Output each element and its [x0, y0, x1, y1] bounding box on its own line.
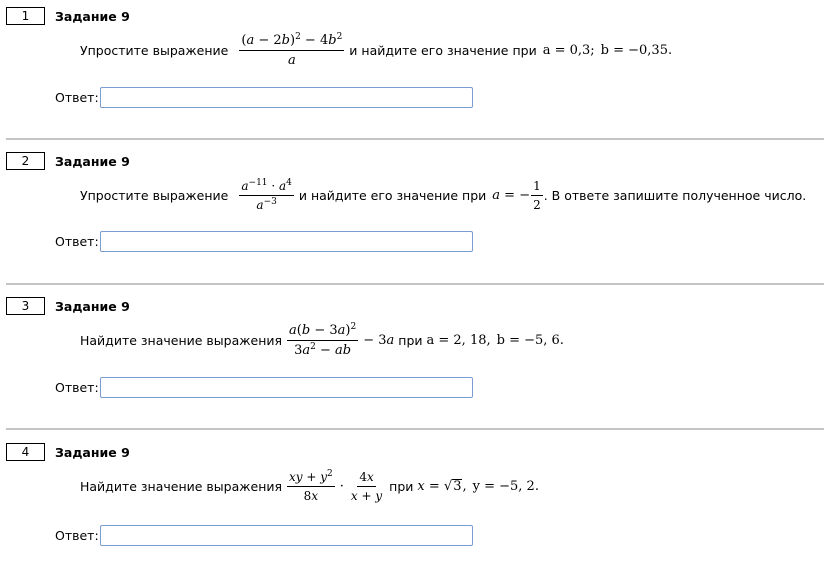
math-condition: b = −5, 6.: [496, 332, 564, 348]
task-statement: [80, 466, 539, 506]
task-title: Задание 9: [55, 154, 130, 169]
statement-text: и найдите его значение при: [349, 42, 537, 58]
math-operator: ·: [339, 478, 344, 494]
statement-text: Упростите выражение: [80, 42, 229, 58]
answer-label: Ответ:: [55, 234, 99, 249]
answer-input[interactable]: [100, 377, 473, 398]
math-fraction: $\frac{4x}{x + y}$: [350, 469, 383, 503]
math-condition: a = − $\frac{1}{2}$: [492, 178, 541, 212]
answer-input[interactable]: [100, 231, 473, 252]
answer-input[interactable]: [100, 87, 473, 108]
statement-text: при: [389, 478, 414, 494]
answer-label: Ответ:: [55, 90, 99, 105]
statement-text: и найдите его значение при: [298, 187, 487, 203]
math-condition: a = 2, 18,: [426, 332, 491, 348]
math-fraction: $\frac{a(b - 3a)^2}{3a^2 - ab}$: [289, 321, 357, 358]
math-fraction: $\frac{(a - 2b)^2 - 4b^2}{a}$: [241, 31, 343, 68]
task-title: Задание 9: [55, 9, 130, 24]
math-condition: b = −0,35.: [600, 42, 673, 58]
answer-label: Ответ:: [55, 380, 99, 395]
task-number-box: 2: [6, 152, 45, 170]
statement-text: Найдите значение выражения: [80, 478, 283, 494]
task-divider: [6, 283, 824, 285]
task-divider: [6, 138, 824, 140]
math-condition: y = −5, 2.: [472, 478, 539, 494]
task-statement: [80, 30, 672, 70]
task-number-box: 4: [6, 443, 45, 461]
math-term: − 3a: [363, 332, 395, 348]
statement-text: . В ответе запишите полученное число.: [543, 187, 807, 203]
math-fraction: $\frac{xy + y^2}{8x}$: [289, 468, 333, 503]
task-number-box: 3: [6, 297, 45, 315]
math-condition: x = √ 3 ,: [417, 478, 467, 494]
statement-text: при: [398, 332, 423, 348]
answer-label: Ответ:: [55, 528, 99, 543]
math-fraction: $\frac{a^{-11} \cdot a^4}{a^{-3}}$: [241, 177, 292, 212]
task-statement: [80, 320, 564, 360]
task-statement: [80, 175, 806, 215]
task-title: Задание 9: [55, 299, 130, 314]
math-condition: a = 0,3;: [542, 42, 595, 58]
statement-text: Упростите выражение: [80, 187, 229, 203]
task-divider: [6, 428, 824, 430]
statement-text: Найдите значение выражения: [80, 332, 283, 348]
task-number-box: 1: [6, 7, 45, 25]
answer-input[interactable]: [100, 525, 473, 546]
task-title: Задание 9: [55, 445, 130, 460]
